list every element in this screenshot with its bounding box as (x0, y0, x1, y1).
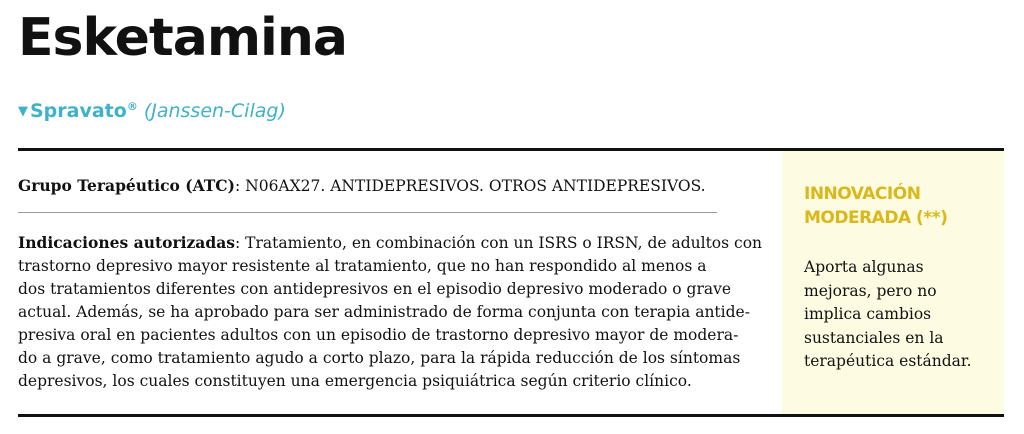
indication-line: depresivos, los cuales constituyen una emergencia psiquiátrica según criterio clínico. (18, 372, 692, 390)
rating-title-line: MODERADA (**) (804, 208, 948, 228)
section-divider (18, 212, 717, 213)
rating-description (804, 256, 972, 374)
indication-line: trastorno depresivo mayor resistente al tratamiento, que no han respondido al menos a (18, 257, 707, 275)
atc-separator: : (234, 177, 241, 195)
drug-name: Esketamina (18, 8, 347, 68)
rating-text-line: sustanciales en la (804, 328, 944, 347)
bottom-divider (18, 414, 1004, 417)
indication-line: do a grave, como tratamiento agudo a corto plazo, para la rápida reducción de los síntomas (18, 349, 741, 367)
indication-line (18, 231, 768, 255)
rating-text-line: Aporta algunas (804, 258, 924, 276)
rating-title (804, 182, 947, 230)
rating-title-line: INNOVACIÓN (804, 184, 921, 204)
atc-group (18, 175, 758, 197)
indication-line: dos tratamientos diferentes con antidepresivos en el episodio depresivo moderado o grave (18, 280, 732, 298)
rating-text-line: terapéutica estándar. (804, 352, 972, 370)
brand-line (18, 94, 286, 125)
brand-name: Spravato (30, 100, 127, 122)
innovation-rating-box (782, 151, 1004, 414)
indication-line: presiva oral en pacientes adultos con un episodio de trastorno depresivo mayor de modera- (18, 326, 739, 344)
indications-paragraph (18, 231, 768, 393)
atc-label: Grupo Terapéutico (ATC) (18, 176, 235, 195)
indication-line: actual. Además, se ha aprobado para ser administrado de forma conjunta con terapia antide- (18, 303, 750, 321)
registered-mark: ® (126, 100, 138, 113)
atc-value: N06AX27. ANTIDEPRESIVOS. OTROS ANTIDEPRESIVOS. (240, 177, 706, 195)
rating-text-line: implica cambios (804, 305, 932, 323)
indications-separator: : (234, 234, 241, 252)
indication-line-text: Tratamiento, en combinación con un ISRS o IRSN, de adultos con (240, 234, 763, 252)
rating-text-line: mejoras, pero no (804, 281, 937, 300)
black-triangle-icon: ▼ (18, 104, 28, 119)
indications-label: Indicaciones autorizadas (18, 233, 235, 252)
company-name: (Janssen-Cilag) (143, 100, 286, 122)
